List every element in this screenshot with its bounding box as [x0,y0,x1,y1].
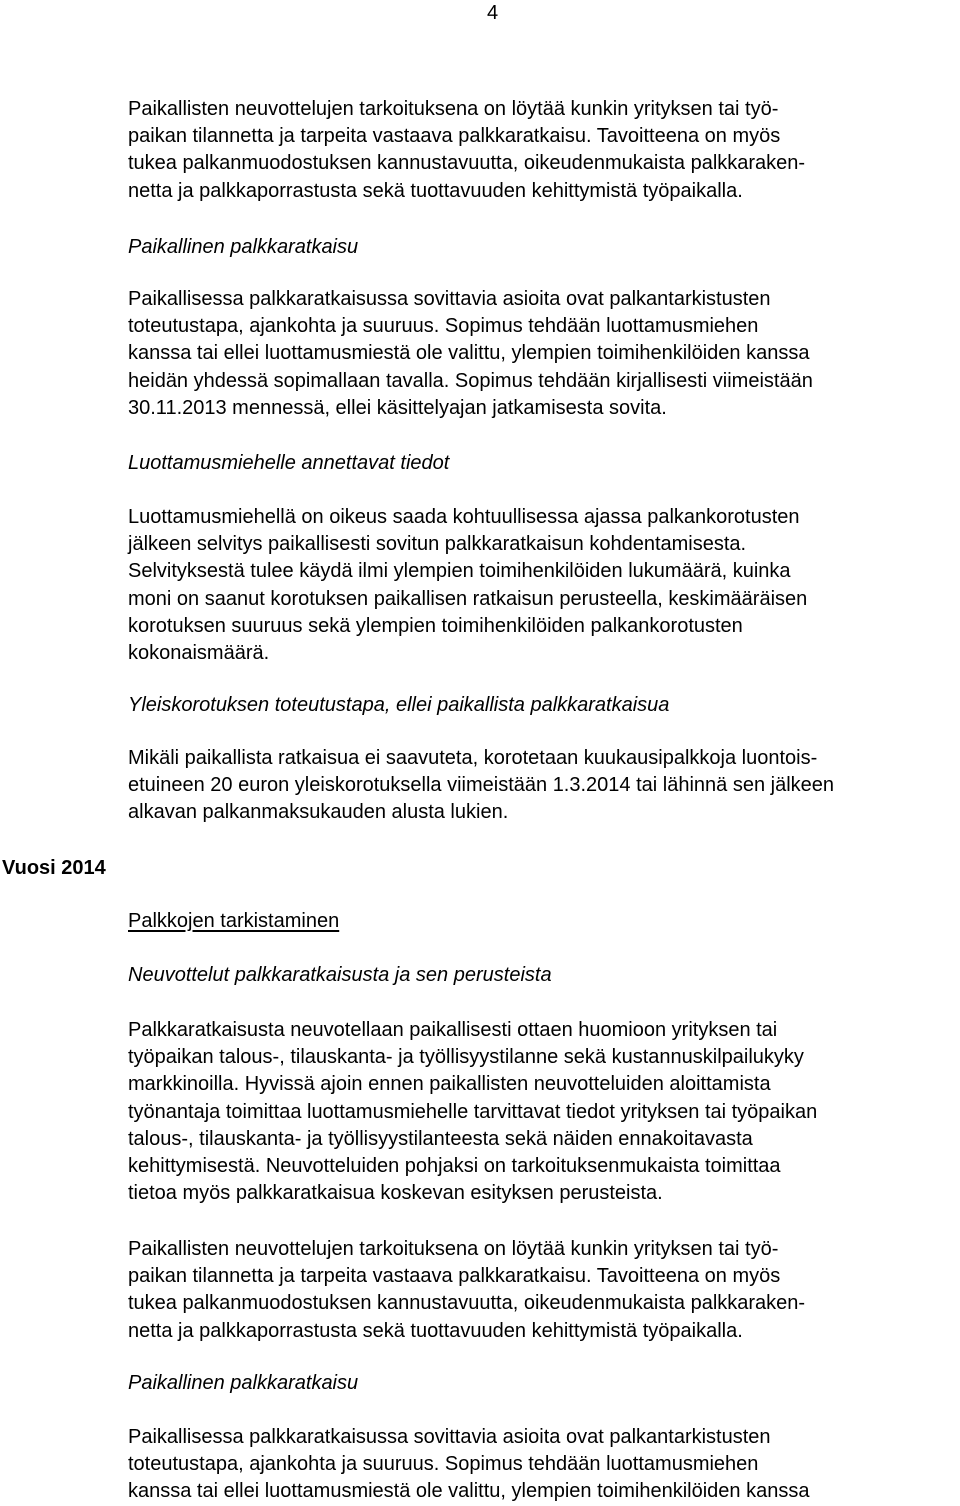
text-line: talous-, tilauskanta- ja työllisyystilanteesta sekä näiden ennakoitavasta [128,1127,753,1150]
text-line: jälkeen selvitys paikallisesti sovitun palkkaratkaisun kohdentamisesta. [128,533,747,556]
text-line: kehittymisestä. Neuvotteluiden pohjaksi on tarkoituksenmukaista toimittaa [128,1155,781,1178]
text-line: paikan tilannetta ja tarpeita vastaava palkkaratkaisu. Tavoitteena on myös [128,125,781,148]
paragraph [128,1017,960,1207]
text-line: etuineen 20 euron yleiskorotuksella viimeistään 1.3.2014 tai lähinnä sen jälkeen [128,774,835,797]
text-line: Paikallisessa palkkaratkaisussa sovittavia asioita ovat palkantarkistusten [128,1426,771,1448]
text-line: kanssa tai ellei luottamusmiestä ole valittu, ylempien toimihenkilöiden kanssa [128,342,810,365]
text-line: netta ja palkkaporrastusta sekä tuottavuuden kehittymistä työpaikalla. [128,179,743,202]
text-line: Mikäli paikallista ratkaisua ei saavuteta, korotetaan kuukausipalkkoja luontois- [128,747,818,769]
text-line: toteutustapa, ajankohta ja suuruus. Sopimus tehdään luottamusmiehen [128,315,759,338]
text-line: Palkkaratkaisusta neuvotellaan paikallisesti ottaen huomioon yrityksen tai [128,1019,778,1041]
text-line: työnantaja toimittaa luottamusmiehelle tarvittavat tiedot yrityksen tai työpaikan [128,1100,818,1123]
text-line: moni on saanut korotuksen paikallisen ratkaisun perusteella, keskimääräisen [128,587,808,610]
section-heading: Yleiskorotuksen toteutustapa, ellei paikallista palkkaratkaisua [128,694,670,716]
section-heading: Paikallinen palkkaratkaisu [128,1372,359,1394]
paragraph [128,1236,960,1345]
section-heading: Luottamusmiehelle annettavat tiedot [128,452,450,474]
paragraph [128,1424,960,1506]
text-line: Paikallisten neuvottelujen tarkoituksena on löytää kunkin yrityksen tai työ- [128,1238,779,1260]
page-number: 4 [487,2,499,24]
text-line: tukea palkanmuodostuksen kannustavuutta, oikeudenmukaista palkkaraken- [128,152,806,175]
section-heading: Neuvottelut palkkaratkaisusta ja sen perusteista [128,964,552,986]
text-line: korotuksen suuruus sekä ylempien toimihenkilöiden palkankorotusten [128,614,743,637]
section-heading: Paikallinen palkkaratkaisu [128,236,359,258]
text-line: tukea palkanmuodostuksen kannustavuutta, oikeudenmukaista palkkaraken- [128,1292,806,1315]
text-line: Selvityksestä tulee käydä ilmi ylempien toimihenkilöiden lukumäärä, kuinka [128,560,791,583]
text-line: tietoa myös palkkaratkaisua koskevan esityksen perusteista. [128,1182,663,1205]
text-line: työpaikan talous-, tilauskanta- ja työllisyystilanne sekä kustannuskilpailukyky [128,1046,804,1069]
paragraph [128,504,960,667]
text-line: markkinoilla. Hyvissä ajoin ennen paikallisten neuvotteluiden aloittamista [128,1073,771,1096]
text-line: 30.11.2013 mennessä, ellei käsittelyajan jatkamisesta sovita. [128,396,667,419]
paragraph [128,745,960,827]
text-line: kokonaismäärä. [128,642,270,665]
text-line: heidän yhdessä sopimallaan tavalla. Sopimus tehdään kirjallisesti viimeistään [128,369,813,392]
text-line: alkavan palkanmaksukauden alusta lukien. [128,801,509,824]
text-line: netta ja palkkaporrastusta sekä tuottavuuden kehittymistä työpaikalla. [128,1319,743,1342]
text-line: Paikallisessa palkkaratkaisussa sovittavia asioita ovat palkantarkistusten [128,288,771,310]
paragraph-intro [128,96,960,205]
section-heading: Palkkojen tarkistaminen [128,910,340,932]
text-line: Luottamusmiehellä on oikeus saada kohtuullisessa ajassa palkankorotusten [128,506,800,528]
paragraph [128,286,960,422]
side-label-year: Vuosi 2014 [2,857,106,879]
text-line: kanssa tai ellei luottamusmiestä ole valittu, ylempien toimihenkilöiden kanssa [128,1480,810,1503]
text-line: toteutustapa, ajankohta ja suuruus. Sopimus tehdään luottamusmiehen [128,1453,759,1476]
text-line: Paikallisten neuvottelujen tarkoituksena on löytää kunkin yrityksen tai työ- [128,98,779,120]
text-line: paikan tilannetta ja tarpeita vastaava palkkaratkaisu. Tavoitteena on myös [128,1265,781,1288]
